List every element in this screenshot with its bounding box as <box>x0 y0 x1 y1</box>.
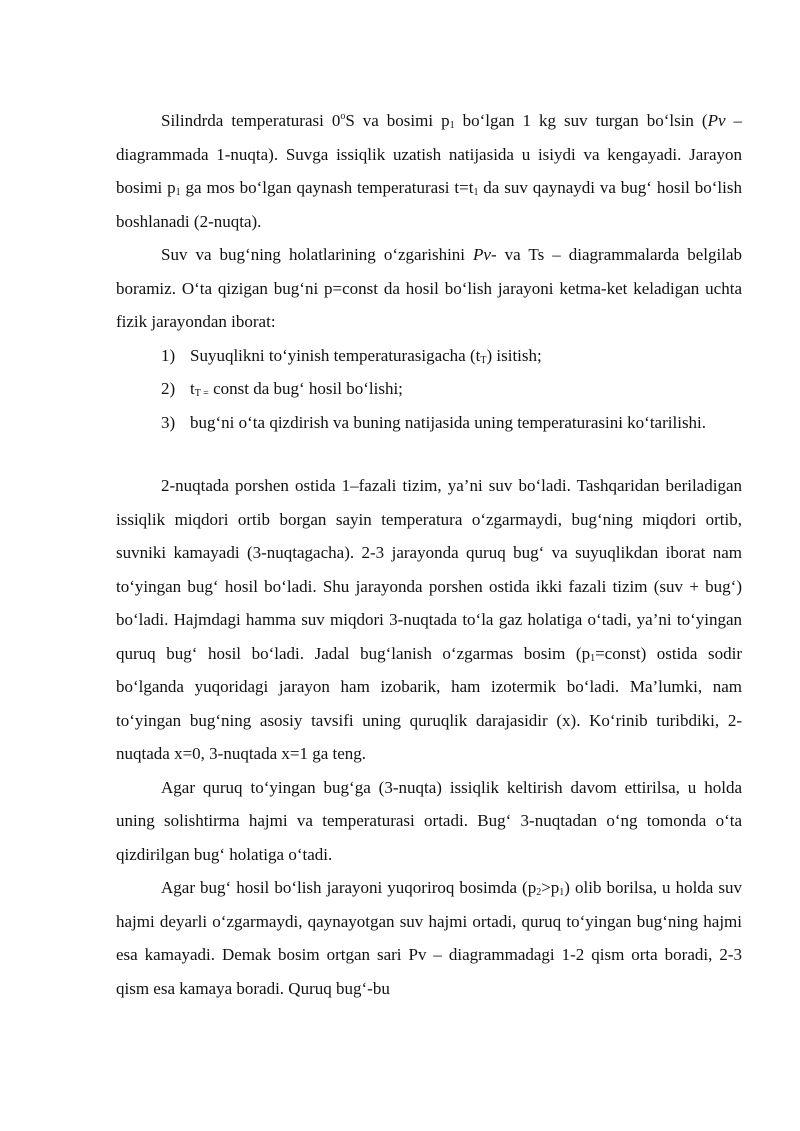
list-item: 3) bug‘ni o‘ta qizdirish va buning natijasida uning temperaturasini ko‘tarilishi. <box>161 412 707 432</box>
list-item: 2) $t_{T =}$ const da bug‘ hosil bo‘lishi; <box>161 379 403 399</box>
paragraph-1: Silindrda temperaturasi 0$^o$S va bosimi $p_1$ bo‘lgan 1 kg suv turgan bo‘lsin (Pv – diagrammada 1-nuqta). Suvga issiqlik uzatish natijasida u isiydi va kengayadi. Jarayon bosimi $p_1$ ga mos bo‘lgan qaynash temperaturasi $t=t_1$ da suv qaynaydi va bug‘ hosil bo‘lish boshlanadi (2-nuqta). <box>116 111 743 231</box>
paragraph-4: Agar quruq to‘yingan bug‘ga (3-nuqta) issiqlik keltirish davom ettirilsa, u holda uning solishtirma hajmi va temperaturasi ortadi. Bug‘ 3-nuqtadan o‘ng tomonda o‘ta qizdirilgan bug‘ holatiga o‘tadi. <box>116 777 742 864</box>
list-item: 1) Suyuqlikni to‘yinish temperaturasigacha $(t_T)$ isitish; <box>161 345 542 366</box>
paragraph-spacer <box>116 439 742 469</box>
process-steps-list <box>116 339 742 440</box>
paragraph-3: 2-nuqtada porshen ostida 1–fazali tizim, ya’ni suv bo‘ladi. Tashqaridan beriladigan issiqlik miqdori ortib borgan sayin temperatura o‘zgarmaydi, bug‘ning miqdori ortib, suvniki kamayadi (3-nuqtagacha). 2-3 jarayonda quruq bug‘ va suyuqlikdan iborat nam to‘yingan bug‘ hosil bo‘ladi. Shu jarayonda porshen ostida ikki fazali tizim (suv + bug‘) bo‘ladi. Hajmdagi hamma suv miqdori 3-nuqtada to‘la gaz holatiga o‘tadi, ya’ni to‘yingan quruq bug‘ hosil bo‘ladi. Jadal bug‘lanish o‘zgarmas bosim $(p_1=const)$ ostida sodir bo‘lganda yuqoridagi jarayon ham izobarik, ham izotermik bo‘ladi. Ma’lumki, nam to‘yingan bug‘ning asosiy tavsifi uning quruqlik darajasidir (x). Ko‘rinib turibdiki, 2-nuqtada x=0, 3-nuqtada x=1 ga teng. <box>116 476 742 763</box>
document-body <box>116 104 742 1005</box>
paragraph-5: Agar bug‘ hosil bo‘lish jarayoni yuqoriroq bosimda $(p_2>p_1)$ olib borilsa, u holda suv hajmi deyarli o‘zgarmaydi, qaynayotgan suv hajmi ortadi, quruq to‘yingan bug‘ning hajmi esa kamayadi. Demak bosim ortgan sari Pv – diagrammadagi 1-2 qism orta boradi, 2-3 qism esa kamaya boradi. Quruq bug‘-bu <box>116 878 742 998</box>
paragraph-2: Suv va bug‘ning holatlarining o‘zgarishini Pv- va Ts – diagrammalarda belgilab boramiz. O‘ta qizigan bug‘ni p=const da hosil bo‘lish jarayoni ketma-ket keladigan uchta fizik jarayondan iborat: <box>116 245 742 331</box>
